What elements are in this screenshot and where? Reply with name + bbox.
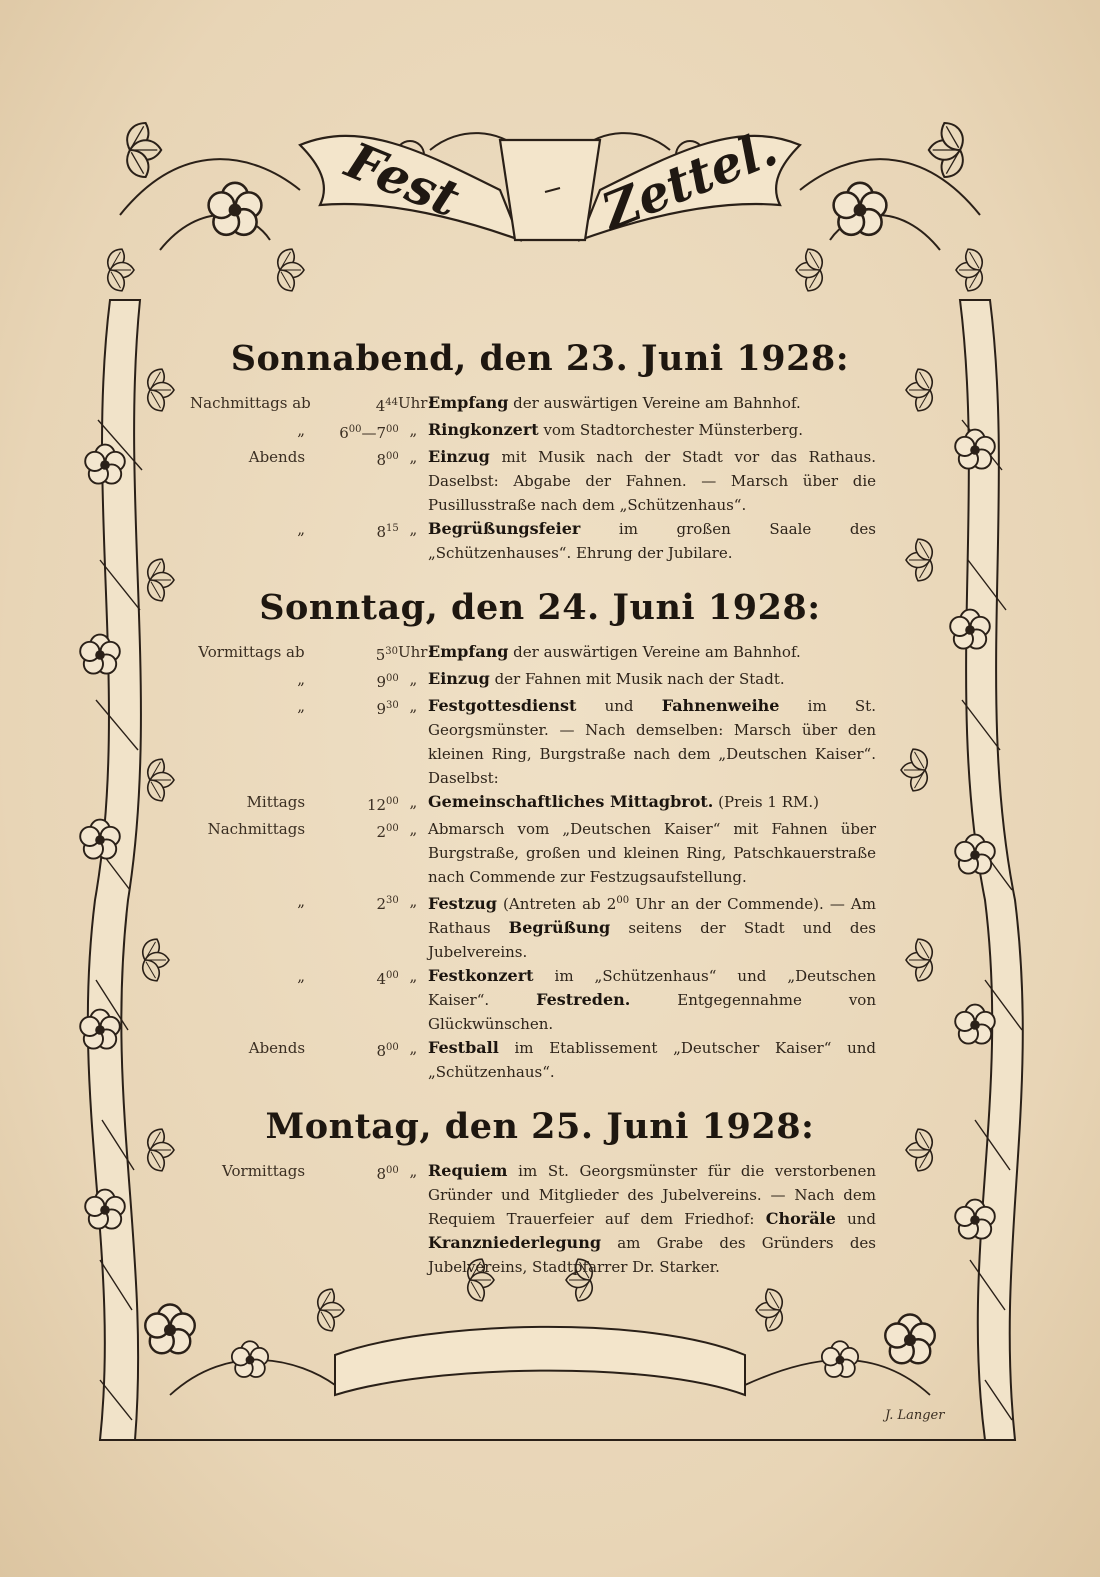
time-unit: „	[409, 448, 418, 466]
time-label: Nachmittags ab	[190, 394, 311, 412]
event-title: Ringkonzert	[428, 420, 539, 439]
event-row	[190, 964, 890, 1036]
time-label: Abends	[248, 1039, 306, 1057]
event-time	[190, 964, 428, 1036]
event-time	[190, 1159, 428, 1279]
time-value	[311, 517, 399, 565]
time-unit: „	[409, 697, 418, 715]
event-row	[190, 817, 890, 889]
time-value	[311, 640, 398, 667]
time-hour: 4	[375, 397, 386, 415]
event-time	[190, 418, 428, 445]
event-title: Festgottesdienst	[428, 696, 577, 715]
time-hour: 4	[376, 970, 387, 988]
event-description	[428, 445, 876, 517]
time-label: „	[297, 967, 306, 985]
time-minutes: 00	[386, 1165, 399, 1176]
event-row	[190, 517, 890, 565]
time-hour: 5	[375, 646, 386, 664]
event-time	[190, 889, 428, 964]
event-time	[190, 391, 433, 418]
event-text: der auswärtigen Vereine am Bahnhof.	[508, 643, 801, 661]
event-description	[428, 418, 876, 445]
event-title: Gemeinschaftliches Mittagbrot.	[428, 792, 714, 811]
section-gap	[190, 565, 890, 579]
time-label: Vormittags ab	[198, 643, 305, 661]
event-row	[190, 640, 890, 667]
event-description	[428, 694, 876, 790]
event-text: am Grabe des Gründers des Jubelvereins, Stadtpfarrer Dr. Starker.	[428, 1234, 876, 1276]
time-minutes: 00	[386, 451, 399, 462]
time-label: Mittags	[246, 793, 306, 811]
time-minutes: 00	[386, 970, 399, 981]
time-unit: „	[409, 892, 418, 910]
event-description	[428, 964, 876, 1036]
time-minutes: 30	[386, 895, 399, 906]
time-unit: „	[409, 967, 418, 985]
day-heading: Montag, den 25. Juni 1928:	[265, 1106, 815, 1147]
time-hour: 9	[376, 673, 387, 691]
time-hour: 6	[339, 424, 349, 442]
event-text: im großen Saale des „Schützenhauses“. Ehrung der Jubilare.	[428, 520, 876, 562]
event-title: Begrüßung	[508, 918, 611, 937]
banner-word-1: Fest	[338, 130, 468, 229]
event-time	[190, 445, 428, 517]
event-title: Festzug	[428, 894, 497, 913]
event-row	[190, 1159, 890, 1279]
time-minutes: 15	[386, 523, 399, 534]
event-title: Einzug	[428, 447, 490, 466]
time-minutes: 30	[386, 700, 399, 711]
event-row	[190, 1036, 890, 1084]
event-row	[190, 694, 890, 790]
time-value	[311, 790, 399, 817]
time-minutes: 00	[386, 673, 399, 684]
time-hour: 12	[366, 796, 387, 814]
event-title: Einzug	[428, 669, 490, 688]
event-description	[428, 640, 876, 667]
banner-word-2: Zettel.	[593, 117, 786, 242]
time-label: „	[297, 520, 306, 538]
time-value	[311, 667, 399, 694]
event-title: Festball	[428, 1038, 499, 1057]
time-label: „	[297, 697, 306, 715]
section-gap	[190, 1279, 890, 1293]
event-time	[190, 1036, 428, 1084]
event-row	[190, 667, 890, 694]
time-minutes: 00	[348, 424, 362, 435]
time-minutes: 44	[385, 397, 398, 408]
time-minutes: 00	[386, 796, 399, 807]
time-label: „	[297, 892, 306, 910]
event-text: (Antreten ab 2	[496, 895, 617, 913]
event-description	[428, 790, 876, 817]
event-row	[190, 445, 890, 517]
time-value	[314, 391, 398, 418]
time-minutes: 00	[386, 823, 399, 834]
event-title: Empfang	[428, 393, 509, 412]
event-title: Requiem	[428, 1161, 508, 1180]
event-text: (Preis 1 RM.)	[713, 793, 819, 811]
event-title: Festkonzert	[428, 966, 534, 985]
event-title: Choräle	[765, 1209, 836, 1228]
event-description	[428, 391, 876, 418]
time-unit: „	[409, 820, 418, 838]
event-title: Empfang	[428, 642, 509, 661]
time-value	[311, 1036, 399, 1084]
time-label: „	[297, 670, 306, 688]
day-heading: Sonnabend, den 23. Juni 1928:	[230, 338, 850, 379]
time-value	[311, 418, 399, 445]
time-label: „	[297, 421, 306, 439]
time-minutes: 00	[386, 1042, 399, 1053]
event-text: Uhr an der Commende). — Am Rathaus	[428, 895, 876, 937]
time-unit: „	[409, 793, 418, 811]
time-hour: 9	[376, 700, 387, 718]
day-section	[190, 587, 890, 1098]
time-value	[311, 445, 399, 517]
event-row	[190, 391, 890, 418]
event-text: vom Stadtorchester Münsterberg.	[538, 421, 803, 439]
event-text: Abmarsch vom „Deutschen Kaiser“ mit Fahnen über Burgstraße, großen und kleinen Ring, Patschkauerstraße nach Commende zur Festzugsaufstellung.	[428, 820, 876, 886]
time-unit: „	[409, 520, 418, 538]
event-description	[428, 517, 876, 565]
event-text: im St. Georgsmünster. — Nach demselben: Marsch über den kleinen Ring, Burgstraße nach dem „Deutschen Kaiser“. Daselbst:	[428, 697, 876, 787]
event-text: und	[835, 1210, 876, 1228]
event-row	[190, 889, 890, 964]
event-text: mit Musik nach der Stadt vor das Rathaus. Daselbst: Abgabe der Fahnen. — Marsch über die Pusillusstraße nach dem „Schützenhaus“.	[428, 448, 876, 514]
time-value	[311, 1159, 399, 1279]
event-text-sup: 00	[616, 895, 630, 906]
time-label: Abends	[248, 448, 306, 466]
time-minutes: 30	[385, 646, 398, 657]
time-hour: —7	[361, 424, 387, 442]
artist-signature: J. Langer	[885, 1408, 945, 1423]
time-unit: „	[409, 1162, 418, 1180]
event-text: im St. Georgsmünster für die verstorbenen Gründer und Mitglieder des Jubelvereins. — Nach dem Requiem Trauerfeier auf dem Friedhof:	[428, 1162, 876, 1228]
time-hour: 2	[376, 823, 387, 841]
time-hour: 8	[376, 451, 387, 469]
time-value	[311, 889, 399, 964]
time-minutes: 00	[386, 424, 399, 435]
time-unit: „	[409, 421, 418, 439]
time-hour: 8	[376, 1042, 387, 1060]
section-gap	[190, 1084, 890, 1098]
event-time	[190, 817, 428, 889]
event-text: im „Schützenhaus“ und „Deutschen Kaiser“.	[428, 967, 876, 1009]
event-description	[428, 889, 876, 964]
time-value	[311, 694, 399, 790]
event-row	[190, 790, 890, 817]
event-text: und	[576, 697, 662, 715]
time-unit: Uhr:	[398, 643, 433, 661]
day-section	[190, 1106, 890, 1293]
time-hour: 8	[376, 1165, 387, 1183]
event-description	[428, 817, 876, 889]
day-section	[190, 338, 890, 579]
event-title: Begrüßungsfeier	[428, 519, 581, 538]
event-description	[428, 667, 876, 694]
event-time	[190, 694, 428, 790]
event-time	[190, 790, 428, 817]
time-unit: „	[409, 1039, 418, 1057]
event-time	[190, 640, 433, 667]
day-heading: Sonntag, den 24. Juni 1928:	[259, 587, 821, 628]
event-text: im Etablissement „Deutscher Kaiser“ und „Schützenhaus“.	[428, 1039, 876, 1081]
event-text: Entgegennahme von Glückwünschen.	[428, 991, 876, 1033]
time-value	[311, 964, 399, 1036]
event-text: der Fahnen mit Musik nach der Stadt.	[489, 670, 785, 688]
time-hour: 8	[376, 523, 387, 541]
time-unit: Uhr:	[398, 394, 433, 412]
event-time	[190, 667, 428, 694]
event-description	[428, 1159, 876, 1279]
event-text: seitens der Stadt und des Jubelvereins.	[428, 919, 876, 961]
event-description	[428, 1036, 876, 1084]
event-time	[190, 517, 428, 565]
event-text: der auswärtigen Vereine am Bahnhof.	[508, 394, 801, 412]
time-unit: „	[409, 670, 418, 688]
program-content	[190, 330, 890, 1293]
time-hour: 2	[376, 895, 387, 913]
event-title: Festreden.	[536, 990, 631, 1009]
event-title: Kranzniederlegung	[428, 1233, 602, 1252]
time-label: Nachmittags	[207, 820, 306, 838]
time-label: Vormittags	[222, 1162, 306, 1180]
event-title: Fahnenweihe	[661, 696, 780, 715]
time-value	[311, 817, 399, 889]
event-row	[190, 418, 890, 445]
